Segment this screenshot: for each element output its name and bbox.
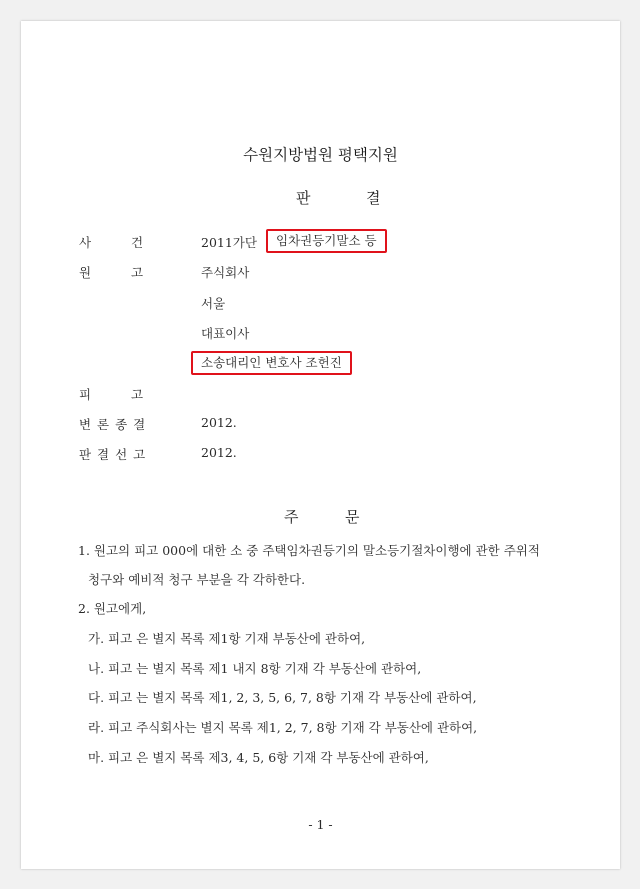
- order-item-1: 1. 원고의 피고 000에 대한 소 중 주택임차권등기의 말소등기절차이행에 관한 주위적: [78, 543, 540, 558]
- defendant-label-b: 고: [131, 387, 144, 402]
- hearing-end-date: 2012.: [201, 415, 237, 430]
- plaintiff-representative: 대표이사: [201, 326, 250, 341]
- counsel-highlight: 소송대리인 변호사 조헌진: [191, 351, 352, 375]
- page-number: - 1 -: [308, 817, 333, 832]
- order-item-1-cont: 청구와 예비적 청구 부분을 각 각하한다.: [88, 572, 306, 587]
- doc-title-left: 판: [296, 189, 311, 207]
- case-label-b: 건: [131, 235, 144, 250]
- plaintiff-address: 서울: [201, 296, 226, 311]
- order-item-2e: 마. 피고 은 별지 목록 제3, 4, 5, 6항 기재 각 부동산에 관하여,: [88, 750, 429, 765]
- court-name: 수원지방법원 평택지원: [243, 146, 398, 164]
- plaintiff-company: 주식회사: [201, 265, 250, 280]
- plaintiff-label-b: 고: [131, 265, 144, 280]
- order-heading-left: 주: [284, 508, 299, 526]
- doc-title-right: 결: [366, 189, 381, 207]
- order-item-2: 2. 원고에게,: [78, 601, 147, 616]
- order-heading-right: 문: [345, 508, 360, 526]
- plaintiff-label-a: 원: [79, 265, 92, 280]
- document-page: [21, 21, 620, 869]
- defendant-label-a: 피: [79, 387, 92, 402]
- verdict-date: 2012.: [201, 445, 237, 460]
- case-label-a: 사: [79, 235, 92, 250]
- hearing-end-label: 변 론 종 결: [79, 417, 147, 432]
- case-name-highlight: 임차권등기말소 등: [266, 229, 387, 253]
- verdict-date-label: 판 결 선 고: [79, 447, 147, 462]
- order-item-2c: 다. 피고 는 별지 목록 제1, 2, 3, 5, 6, 7, 8항 기재 각 부동산에 관하여,: [88, 690, 477, 705]
- case-number: 2011가단: [201, 235, 257, 250]
- order-item-2d: 라. 피고 주식회사는 별지 목록 제1, 2, 7, 8항 기재 각 부동산에 관하여,: [88, 720, 478, 735]
- order-item-2b: 나. 피고 는 별지 목록 제1 내지 8항 기재 각 부동산에 관하여,: [88, 661, 422, 676]
- order-item-2a: 가. 피고 은 별지 목록 제1항 기재 부동산에 관하여,: [88, 631, 366, 646]
